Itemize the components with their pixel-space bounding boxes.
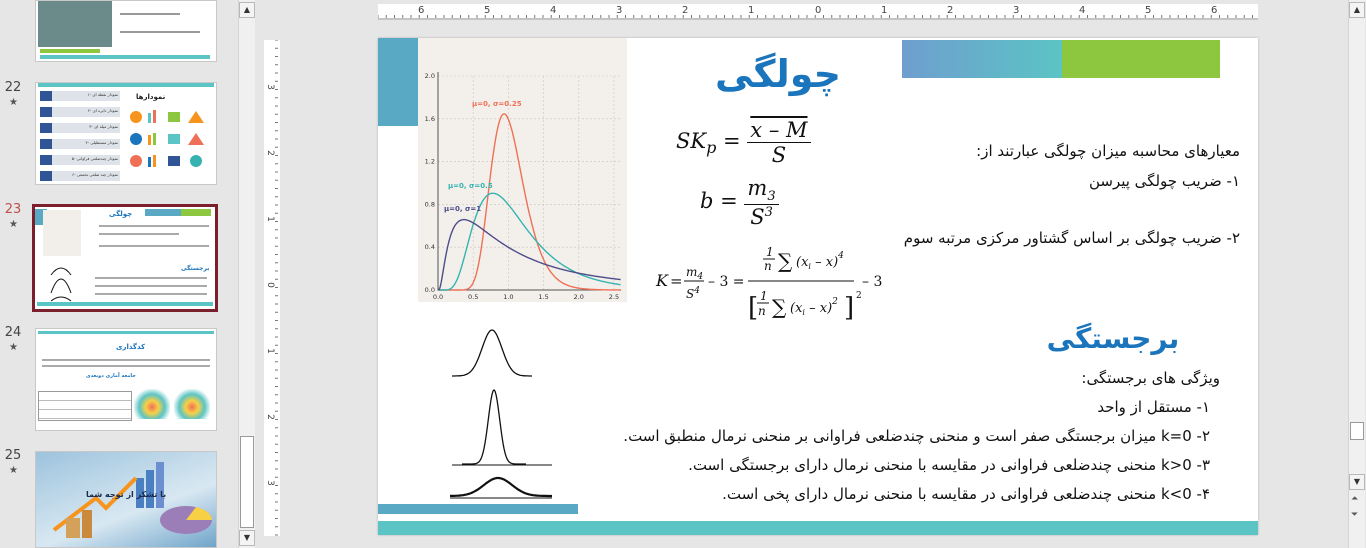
kurtosis-curves [448, 326, 558, 504]
slide-number-23: 23 [4, 202, 22, 217]
svg-text:(xi – x)2: $(x_i - x)^2$ [790, 297, 838, 317]
svg-text:(xi – x)4: $(x_i - x)^4$ [796, 251, 844, 271]
svg-text:1: 1 [760, 289, 768, 303]
chart-icons-grid [128, 107, 212, 175]
slide-thumbnail-21[interactable] [35, 0, 217, 62]
series-label: μ=0, σ=0.5 [448, 182, 493, 190]
kurtosis-title: برجستگی [1046, 322, 1180, 355]
svg-text:S4: $S^4$ [686, 286, 700, 301]
series-line [438, 114, 620, 290]
scrollbar-thumb[interactable] [1350, 422, 1364, 440]
previous-slide-icon[interactable]: ⏶ [1351, 494, 1359, 504]
svg-text:]: ] [844, 293, 855, 323]
svg-text:[: [ [748, 293, 759, 323]
scroll-down-icon[interactable]: ▼ [1349, 474, 1365, 490]
svg-text:n: n [758, 304, 766, 318]
skewness-item-2: ۲- ضریب چولگی بر اساس گشتاور مرکزی مرتبه سوم [903, 229, 1240, 247]
x-tick-label: 2.5 [608, 293, 620, 301]
slide-number-22: 22 [4, 80, 22, 95]
svg-text:– 3: – 3 [862, 274, 883, 290]
x-tick-label: 2.0 [573, 293, 584, 301]
skewness-chart [418, 38, 627, 302]
y-tick-label: 2.0 [424, 72, 435, 80]
kurtosis-item-2: ۲- k=0 میزان برجستگی صفر است و منحنی چندضلعی فراوانی بر منحنی نرمال منطبق است. [623, 427, 1210, 445]
thumb-chart [43, 210, 81, 256]
decor-bar-bottom-blue [378, 504, 578, 514]
svg-text:1: 1 [766, 245, 774, 259]
horizontal-ruler[interactable]: 6 5 4 3 2 1 0 1 2 3 4 5 6 [378, 4, 1258, 20]
thumb-picture [46, 458, 216, 543]
x-tick-label: 1.0 [503, 293, 514, 301]
kurtosis-item-3: ۳- k>0 منحنی چندضلعی فراوانی در مقایسه با منحنی نرمال دارای برجستگی است. [688, 456, 1210, 474]
svg-text:– 3 =: – 3 = [708, 274, 745, 290]
formula-skp: $SK_p$ = $\frac{x - M}{S}$ [676, 118, 811, 167]
y-tick-label: 1.2 [424, 157, 435, 166]
star-icon: ★ [9, 219, 18, 230]
formula-b: b = $\frac{m_3}{S^3}$ [700, 176, 779, 229]
slide-thumbnail-25[interactable]: با تشکر از توجه شما [35, 451, 217, 548]
svg-text:∑: ∑ [772, 295, 787, 319]
svg-text:m4: $m_4$ [686, 265, 704, 282]
kurtosis-item-4: ۴- k<0 منحنی چندضلعی فراوانی در مقایسه با منحنی نرمال دارای پخی است. [722, 485, 1210, 503]
slide-thumbnail-22[interactable]: نمودارها ۱- نمودار نقطه ای ۲- نمودار دایره ای ۳- نمودار میله ای ۴- نمودار مستطیلی ۵- نمودار چندضلعی فراوانی ۶- نمودار چند ضلعی تجمعی [35, 82, 217, 185]
slide-number-24: 24 [4, 325, 22, 340]
star-icon: ★ [9, 97, 18, 108]
slide-thumbnail-24[interactable]: کدگذاری جامعه آماری دوبعدی [35, 328, 217, 431]
svg-text:n: n [764, 259, 772, 273]
y-tick-label: 0.8 [424, 200, 435, 209]
thumb-title: نمودارها [136, 93, 166, 101]
svg-text:=: = [670, 272, 683, 290]
skewness-item-1: ۱- ضریب چولگی پیرسن [1088, 172, 1240, 190]
decor-bar-top-blue [902, 40, 1062, 78]
thumb-table [38, 391, 132, 421]
svg-text:K: K [656, 271, 668, 290]
chart-axes [438, 72, 621, 290]
star-icon: ★ [9, 465, 18, 476]
thumb-table [38, 1, 112, 47]
next-slide-icon[interactable]: ⏷ [1351, 510, 1359, 520]
scrollbar-thumb[interactable] [240, 436, 254, 528]
slide-number-25: 25 [4, 448, 22, 463]
y-tick-label: 1.6 [424, 114, 435, 123]
decor-bar-bottom-teal [378, 521, 1258, 535]
series-label: μ=0, σ=0.25 [472, 100, 522, 108]
svg-text:∑: ∑ [778, 249, 793, 273]
scroll-up-icon[interactable]: ▲ [239, 2, 255, 18]
scroll-down-icon[interactable]: ▼ [239, 530, 255, 546]
kurtosis-intro: ویژگی های برجستگی: [1081, 369, 1220, 387]
star-icon: ★ [9, 342, 18, 353]
y-tick-label: 0.0 [424, 286, 435, 294]
kurtosis-item-1: ۱- مستقل از واحد [1097, 398, 1210, 416]
x-tick-label: 1.5 [538, 293, 549, 301]
thumbnail-scrollbar[interactable] [238, 0, 255, 548]
slide-title: چولگی [714, 52, 842, 96]
y-tick-label: 0.4 [424, 243, 435, 252]
scroll-up-icon[interactable]: ▲ [1349, 2, 1365, 18]
x-tick-label: 0.5 [468, 293, 479, 301]
current-slide[interactable] [378, 38, 1258, 535]
slide-thumbnail-pane [0, 0, 236, 548]
vertical-ruler[interactable]: 3 2 1 0 1 2 3 [264, 40, 280, 536]
editor-scrollbar[interactable] [1348, 0, 1365, 548]
x-tick-label: 0.0 [432, 293, 444, 301]
slide-thumbnail-23-selected[interactable]: چولگی برجستگی [32, 204, 218, 312]
decor-bar-left [378, 38, 418, 126]
decor-bar-top-green [1062, 40, 1220, 78]
svg-text:2: 2 [856, 291, 862, 301]
skewness-intro: معیارهای محاسبه میزان چولگی عبارتند از: [976, 142, 1240, 160]
series-label: μ=0, σ=1 [444, 205, 482, 213]
